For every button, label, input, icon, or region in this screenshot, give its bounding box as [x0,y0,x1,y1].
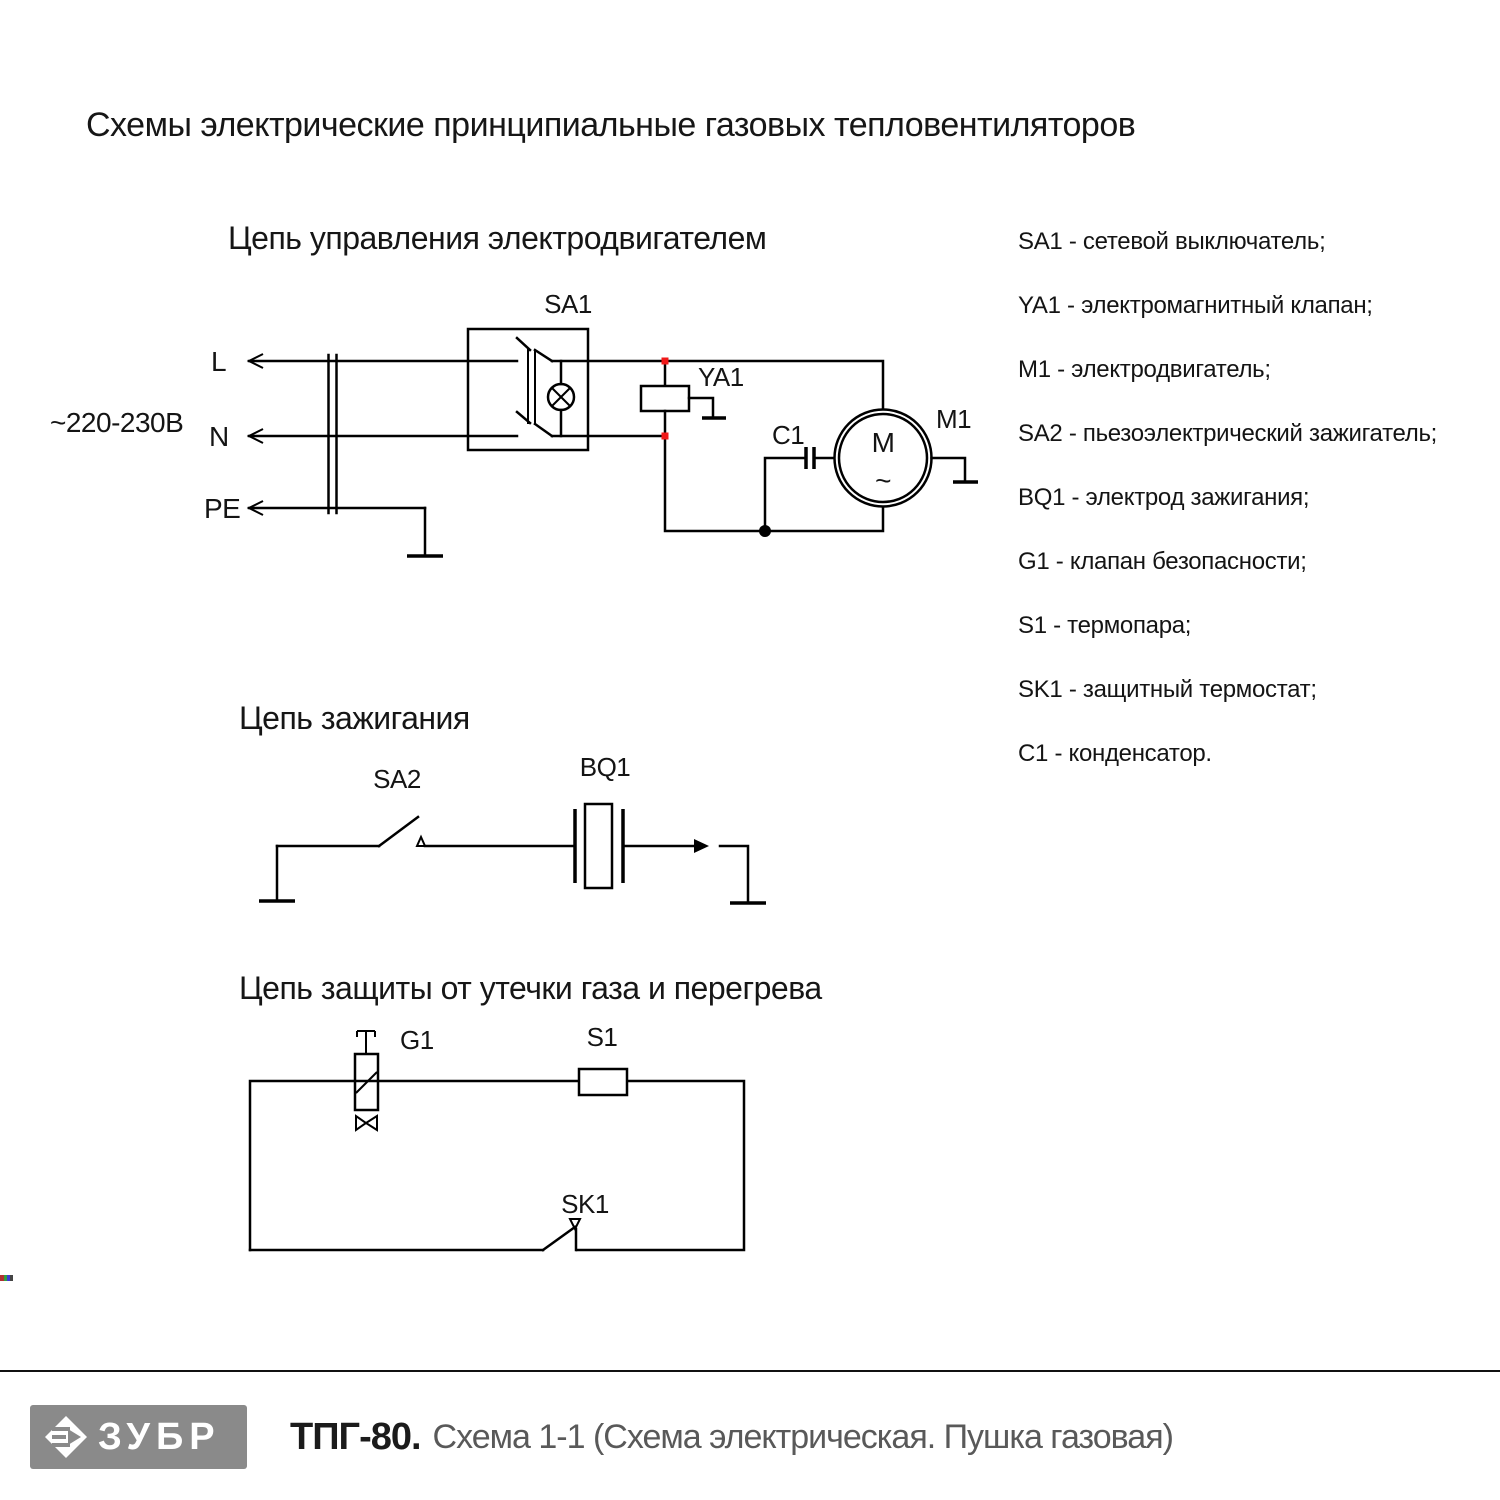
c1-capacitor-symbol [765,447,835,531]
page-title: Схемы электрические принципиальные газовых тепловентиляторов [86,106,1136,144]
motor-letter: M [871,427,895,458]
zubr-logo-icon [44,1415,88,1459]
zubr-logo [30,1405,247,1469]
ground-icon [259,846,295,901]
sa2-switch-symbol [259,817,575,901]
g1-label: G1 [400,1025,434,1055]
protection-loop [250,1081,744,1250]
s1-label: S1 [586,1022,618,1052]
legend-item: S1 - термопара; [1018,612,1192,639]
legend-item: SK1 - защитный термостат; [1018,676,1317,703]
voltage-label: ~220-230В [50,407,184,438]
legend-item: SA2 - пьезоэлектрический зажигатель; [1018,420,1438,447]
ignition-circuit-title: Цепь зажигания [239,700,470,736]
render-artifact [0,1275,13,1281]
sa2-label: SA2 [373,764,421,794]
brand-name: ЗУБР [98,1416,221,1458]
junction-marker [662,433,669,440]
spark-arrow-icon [694,839,709,853]
legend-item: M1 - электродвигатель; [1018,356,1271,383]
footer-divider [0,1370,1500,1372]
ground-icon [720,846,766,903]
bq1-label: BQ1 [579,752,631,782]
junction-marker [662,358,669,365]
protection-circuit-title: Цепь защиты от утечки газа и перегрева [239,970,822,1006]
ground-icon [689,398,726,418]
bq1-electrode-symbol [575,804,766,903]
sa1-label: SA1 [544,289,592,319]
mains-input [249,354,517,556]
legend-item: G1 - клапан безопасности; [1018,548,1307,575]
legend-item: SA1 - сетевой выключатель; [1018,228,1326,255]
line-l-label: L [211,346,227,377]
sk1-thermostat-symbol [543,1219,580,1250]
model-name: ТПГ-80. [290,1415,421,1458]
motor-ac-symbol: ~ [875,465,891,496]
scheme-caption: Схема 1-1 (Схема электрическая. Пушка газовая) [432,1417,1173,1456]
line-n-label: N [209,421,229,452]
ground-icon [407,508,443,556]
sk1-label: SK1 [561,1189,609,1219]
m1-label: M1 [936,404,972,434]
legend-item: YA1 - электромагнитный клапан; [1018,292,1373,319]
line-pe-label: PE [204,493,241,524]
control-circuit-title: Цепь управления электродвигателем [228,220,767,256]
sa1-switch-symbol [468,329,588,450]
c1-label: C1 [772,420,805,450]
lamp-icon [548,361,574,436]
legend-item: BQ1 - электрод зажигания; [1018,484,1310,511]
footer-caption-row [290,1405,1173,1469]
ya1-label: YA1 [698,362,744,392]
ground-icon [932,458,979,482]
s1-thermocouple-symbol [579,1069,627,1095]
legend-item: C1 - конденсатор. [1018,740,1212,767]
